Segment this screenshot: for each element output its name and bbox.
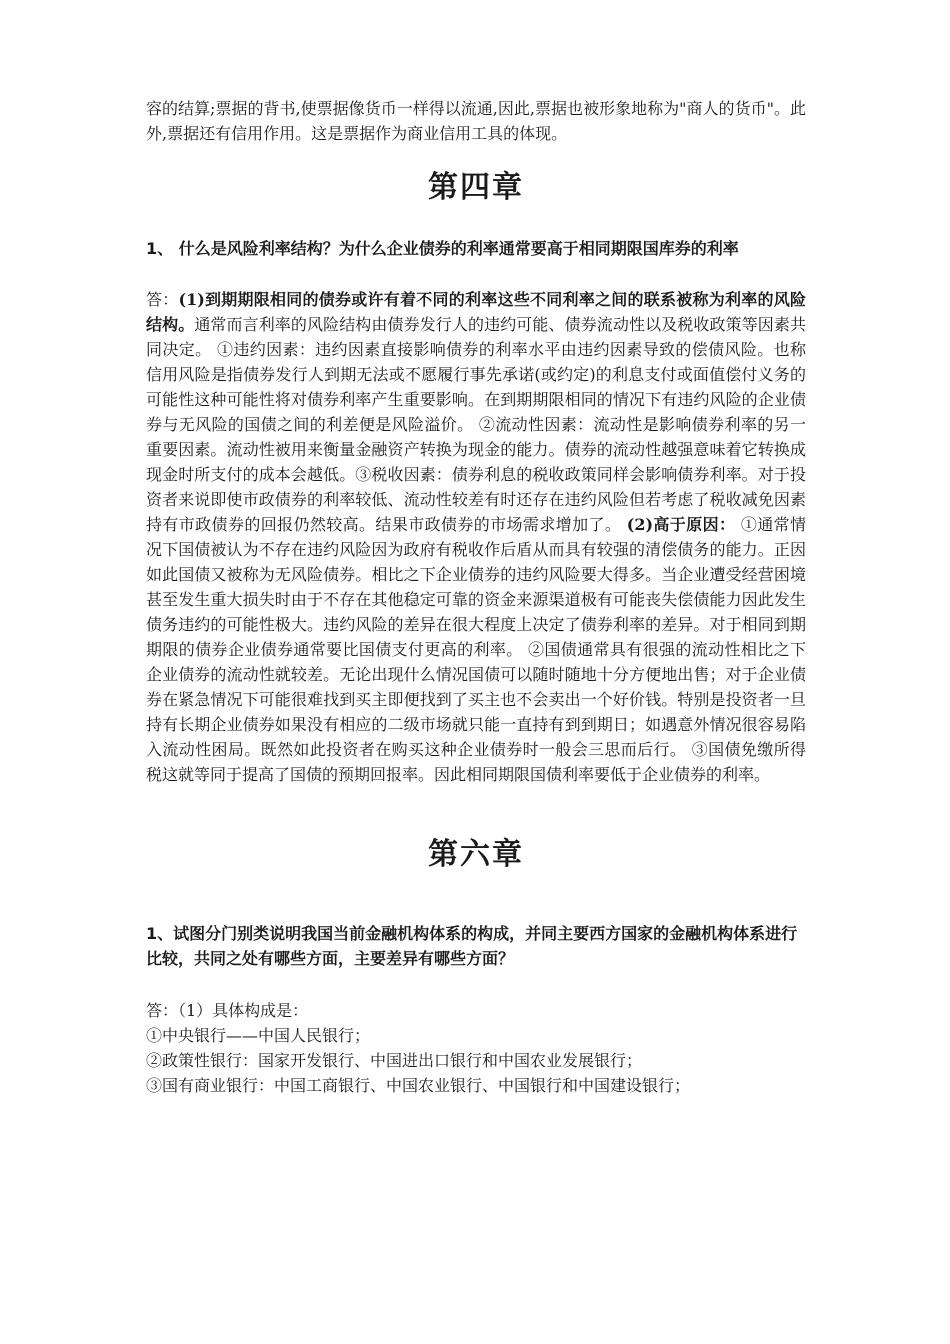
chapter-6-answer: [146, 998, 806, 1098]
answer-line: 答：（1）具体构成是：: [146, 1001, 309, 1020]
answer-line: ③国有商业银行：中国工商银行、中国农业银行、中国银行和中国建设银行；: [146, 1076, 691, 1095]
chapter-6-title: 第六章: [428, 837, 524, 872]
answer-line: ②政策性银行：国家开发银行、中国进出口银行和中国农业发展银行；: [146, 1051, 643, 1070]
answer-line: ①中央银行——中国人民银行；: [146, 1026, 371, 1045]
answer-body-part1: 通常而言利率的风险结构由债券发行人的违约可能、债券流动性以及税收政策等因素共同决定。 ①违约因素：违约因素直接影响债券的利率水平由违约因素导致的偿债风险。也称信用风险是指债券发行人到期无法或不愿履行事先承诺(或约定)的利息支付或面值偿付义务的可能性这种可能性将对债券利率产生重要影响。在到期期限相同的情况下有违约风险的企业债券与无风险的国债之间的利差便是风险溢价。 ②流动性因素：流动性是影响债券利率的另一重要因素。流动性被用来衡量金融资产转换为现金的能力。债券的流动性越强意味着它转换成现金时所支付的成本会越低。③税收因素：债券利息的税收政策同样会影响债券利率。对于投资者来说即使市政债券的利率较低、流动性较差有时还存在违约风险但若考虑了税收减免因素持有市政债券的回报仍然较高。结果市政债券的市场需求增加了。: [146, 315, 806, 534]
answer-body-part2: ①通常情况下国债被认为不存在违约风险因为政府有税收作后盾从而具有较强的清偿债务的能力。正因如此国债又被称为无风险债券。相比之下企业债券的违约风险要大得多。当企业遭受经营困境甚至发生重大损失时由于不存在其他稳定可靠的资金来源渠道极有可能丧失偿债能力因此发生债务违约的可能性极大。违约风险的差异在很大程度上决定了债券利率的差异。对于相同到期期限的债券企业债券通常要比国债支付更高的利率。 ②国债通常具有很强的流动性相比之下企业债券的流动性就较差。无论出现什么情况国债可以随时随地十分方便地出售；对于企业债券在紧急情况下可能很难找到买主即便找到了买主也不会卖出一个好价钱。特别是投资者一旦持有长期企业债券如果没有相应的二级市场就只能一直持有到到期日；如遇意外情况很容易陷入流动性困局。既然如此投资者在购买这种企业债券时一般会三思而后行。 ③国债免缴所得税这就等同于提高了国债的预期回报率。因此相同期限国债利率要低于企业债券的利率。: [146, 515, 806, 784]
chapter-4-question: 1、 什么是风险利率结构？为什么企业债券的利率通常要高于相同期限国库券的利率: [146, 239, 739, 258]
intro-paragraph: 容的结算;票据的背书,使票据像货币一样得以流通,因此,票据也被形象地称为"商人的货币"。此外,票据还有信用作用。这是票据作为商业信用工具的体现。: [146, 99, 806, 143]
answer-reason-heading: (2)高于原因：: [626, 515, 736, 534]
document-page: [146, 96, 806, 1098]
answer-definition-bold: (1)到期期限相同的债券或许有着不同的利率这些不同利率之间的联系被称为利率的风险结构。: [146, 290, 806, 334]
chapter-4-title: 第四章: [428, 170, 524, 205]
chapter-4-answer: [146, 287, 806, 787]
chapter-6-question: 1、试图分门别类说明我国当前金融机构体系的构成，并同主要西方国家的金融机构体系进行比较，共同之处有哪些方面，主要差异有哪些方面？: [146, 924, 798, 968]
answer-prefix: 答：: [146, 290, 179, 309]
